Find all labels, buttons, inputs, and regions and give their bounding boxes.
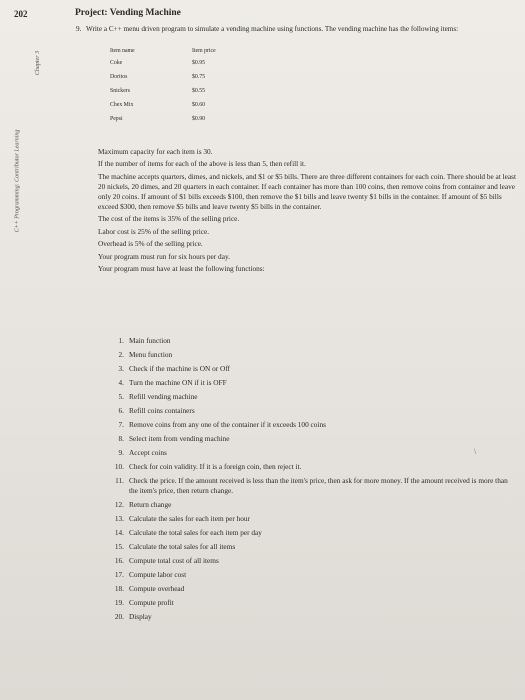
item-name: Pepsi [110,116,123,122]
list-item-text: Main function [129,336,171,345]
list-item-text: Display [129,612,152,621]
pen-mark: \ [474,447,477,456]
item-name: Snickers [110,88,130,94]
paragraph: Overhead is 5% of the selling price. [98,239,203,249]
list-item-text: Check if the machine is ON or Off [129,364,230,373]
list-item-text: Check for coin validity. If it is a foreign coin, then reject it. [129,462,302,471]
list-item-text: Return change [129,500,172,509]
paragraph: Your program must have at least the following functions: [98,264,265,274]
list-item-text: Compute labor cost [129,570,187,579]
list-item-text: Select item from vending machine [129,434,230,443]
paragraph: The machine accepts quarters, dimes, and nickels, and $1 or $5 bills. There are three different containers for each coin. There should be at least 20 nickels, 20 dimes, and 20 quarters in each container. If each container has more than 100 coins, then remove coins from container and leave only 20 coins. If amount of $1 bills exceeds $100, then remove the $1 bills and leave twenty $1 bills in the container. If amount of $5 bills exceed $300, then remove $5 bills and leave twenty $5 bills in the container. [98,171,516,212]
list-item [107,406,517,416]
list-item-number: 20. [114,612,124,621]
paragraph: Labor cost is 25% of the selling price. [98,226,210,236]
list-item-text: Compute total cost of all items [129,556,219,565]
list-item-number: 19. [114,598,124,607]
list-item [107,476,517,496]
list-item-number: 14. [114,528,124,537]
list-item-text: Check the price. If the amount received is less than the item's price, then ask for more money. If the amount received is more than the item's price, then return change. [129,476,508,495]
list-item-text: Calculate the sales for each item per hour [129,514,250,523]
list-item-number: 12. [114,500,124,509]
running-title: C++ Programming: Contributor Learning [14,129,21,233]
list-item-text: Refill vending machine [129,392,198,401]
item-price: $0.75 [192,74,206,80]
list-item [107,392,517,402]
list-item [107,462,517,472]
items-table-header [110,46,244,56]
table-row [110,112,244,126]
item-price: $0.95 [192,60,206,66]
list-item [107,598,517,608]
list-item [107,570,517,580]
list-item-number: 8. [118,434,124,443]
exercise-intro-text: Write a C++ menu driven program to simulate a vending machine using functions. The vending machine has the following items: [86,25,459,33]
requirements-text [98,147,518,276]
list-item-text: Menu function [129,350,173,359]
item-name: Coke [110,60,123,66]
list-item [107,528,517,538]
list-item-number: 16. [114,556,124,565]
chapter-label: Chapter 3 [35,50,42,76]
list-item-text: Turn the machine ON if it is OFF [129,378,227,387]
paragraph: If the number of items for each of the above is less than 5, then refill it. [98,159,306,169]
list-item [107,434,517,444]
items-table [110,46,244,126]
list-item-number: 4. [118,378,124,387]
list-item [107,612,517,622]
item-price: $0.90 [192,116,206,122]
list-item [107,420,517,430]
list-item-text: Remove coins from any one of the container if it exceeds 100 coins [129,420,326,429]
item-name: Doritos [110,74,128,80]
list-item [107,448,517,458]
list-item-text: Calculate the total sales for all items [129,542,236,551]
table-row [110,56,244,70]
paragraph: Maximum capacity for each item is 30. [98,147,213,156]
list-item [107,378,517,388]
list-item-text: Compute profit [129,598,174,607]
paragraph: Your program must run for six hours per day. [98,251,230,261]
list-item [107,542,517,552]
item-name: Chex Mix [110,102,134,108]
list-item-number: 5. [118,392,124,401]
list-item [107,584,517,594]
exercise-intro [76,24,511,34]
header-item-price: Item price [192,48,216,54]
list-item [107,336,517,346]
list-item-number: 1. [118,336,124,345]
list-item [107,514,517,524]
list-item [107,350,517,360]
list-item [107,556,517,566]
list-item-text: Refill coins containers [129,406,195,415]
list-item-number: 7. [118,420,124,429]
table-row [110,98,244,112]
list-item [107,500,517,510]
list-item [107,364,517,374]
list-item-text: Compute overhead [129,584,185,593]
list-item-number: 15. [114,542,124,551]
paragraph: The cost of the items is 35% of the selling price. [98,214,240,224]
item-price: $0.60 [192,102,206,108]
list-item-number: 9. [118,448,124,457]
header-item-name: Item name [110,48,135,54]
list-item-number: 11. [115,476,124,485]
page-number: 202 [14,9,28,19]
list-item-number: 2. [118,350,124,359]
list-item-number: 13. [114,514,124,523]
page-title: Project: Vending Machine [75,8,181,18]
table-row [110,70,244,84]
list-item-text: Accept coins [129,448,167,457]
list-item-number: 6. [118,406,124,415]
list-item-text: Calculate the total sales for each item per day [129,528,262,537]
functions-list [107,336,517,626]
list-item-number: 17. [114,570,124,579]
list-item-number: 18. [114,584,124,593]
list-item-number: 10. [114,462,124,471]
table-row [110,84,244,98]
exercise-number: 9. [76,25,82,33]
item-price: $0.55 [192,88,206,94]
list-item-number: 3. [118,364,124,373]
